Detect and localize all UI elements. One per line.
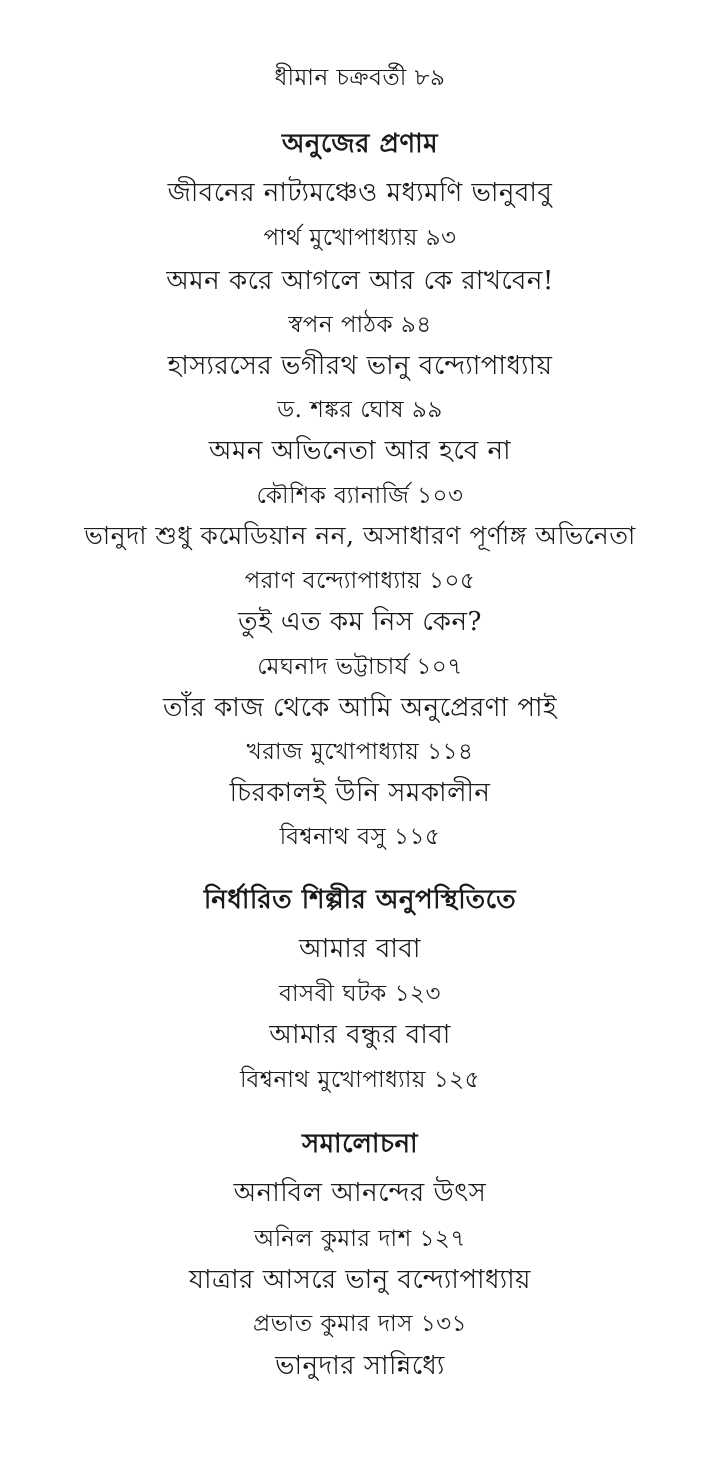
entry-title: তুই এত কম নিস কেন? xyxy=(238,607,482,637)
entry-author: ড. শঙ্কর ঘোষ ৯৯ xyxy=(277,397,443,423)
entry-author: মেঘনাদ ভট্টাচার্য ১০৭ xyxy=(257,654,463,680)
entry-title: আমার বন্ধুর বাবা xyxy=(269,1020,451,1050)
entry-author: অনিল কুমার দাশ ১২৭ xyxy=(254,1226,466,1252)
entry-author: বিশ্বনাথ মুখোপাধ্যায় ১২৫ xyxy=(239,1067,481,1093)
entry-author: বাসবী ঘটক ১২৩ xyxy=(279,981,441,1007)
entry-title: তাঁর কাজ থেকে আমি অনুপ্রেরণা পাই xyxy=(162,693,558,723)
section-heading: সমালোচনা xyxy=(301,1129,419,1159)
entry-author: পার্থ মুখোপাধ্যায় ৯৩ xyxy=(263,225,457,251)
entry-title: ভানুদা শুধু কমেডিয়ান নন, অসাধারণ পূর্ণাঙ্গ অভিনেতা xyxy=(84,521,636,550)
entry-author: বিশ্বনাথ বসু ১১৫ xyxy=(279,824,441,850)
entry-author: স্বপন পাঠক ৯৪ xyxy=(288,312,432,338)
entry-title: অমন করে আগলে আর কে রাখবেন! xyxy=(166,266,554,296)
entry-author: পরাণ বন্দ্যোপাধ্যায় ১০৫ xyxy=(244,568,476,594)
entry-title: অমন অভিনেতা আর হবে না xyxy=(208,436,512,466)
section-heading: নির্ধারিত শিল্পীর অনুপস্থিতিতে xyxy=(203,885,517,915)
entry-author: ধীমান চক্রবর্তী ৮৯ xyxy=(274,65,446,91)
entry-title: চিরকালই উনি সমকালীন xyxy=(229,778,491,808)
entry-title: অনাবিল আনন্দের উৎস xyxy=(233,1178,487,1208)
entry-title: যাত্রার আসরে ভানু বন্দ্যোপাধ্যায় xyxy=(189,1265,531,1295)
section-heading: অনুজের প্রণাম xyxy=(281,129,439,159)
entry-title: জীবনের নাট্যমঞ্চেও মধ্যমণি ভানুবাবু xyxy=(167,178,553,208)
entry-title: আমার বাবা xyxy=(299,934,421,964)
entry-author: খরাজ মুখোপাধ্যায় ১১৪ xyxy=(246,739,474,765)
entry-author: প্রভাত কুমার দাস ১৩১ xyxy=(252,1311,468,1337)
entry-author: কৌশিক ব্যানার্জি ১০৩ xyxy=(256,483,464,509)
entry-title: ভানুদার সান্নিধ্যে xyxy=(275,1351,445,1381)
entry-title: হাস্যরসের ভগীরথ ভানু বন্দ্যোপাধ্যায় xyxy=(167,351,553,381)
